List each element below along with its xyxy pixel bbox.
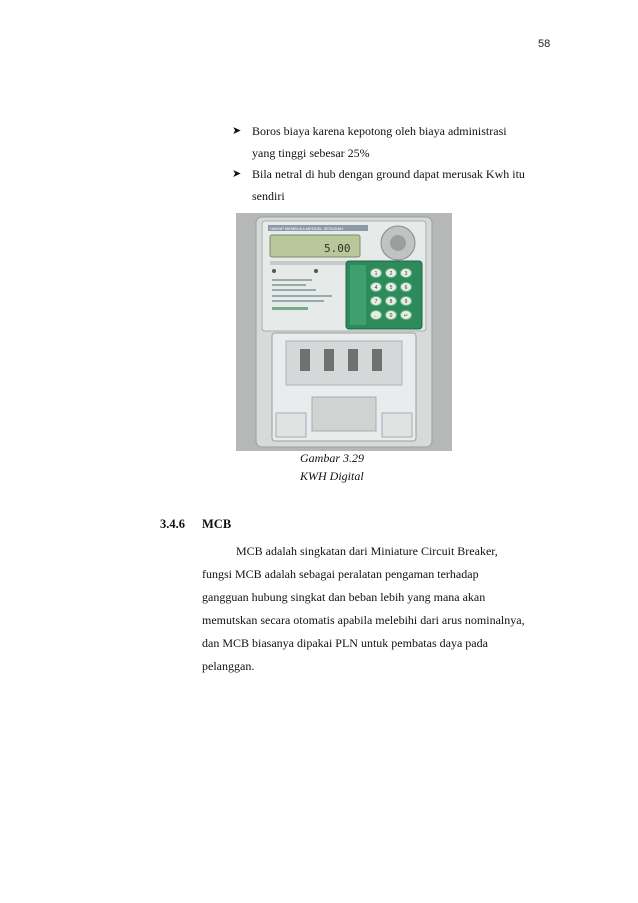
bullet-text-line: Bila netral di hub dengan ground dapat merusak Kwh itu <box>252 167 525 181</box>
paragraph-line: gangguan hubung singkat dan beban lebih yang mana akan <box>202 590 486 604</box>
figure-caption-title: KWH Digital <box>300 469 364 483</box>
keypad-key-label: ↵ <box>403 313 409 319</box>
arrow-bullet-icon: ➤ <box>232 168 242 180</box>
keypad-key-label: 4 <box>374 285 378 291</box>
section-number: 3.4.6 <box>160 517 185 531</box>
kwh-meter-photo <box>236 213 452 451</box>
keypad-key-label: 8 <box>389 299 393 305</box>
paragraph-line: MCB adalah singkatan dari Miniature Circuit Breaker, <box>236 544 498 558</box>
keypad-key-label: 2 <box>389 271 393 277</box>
keypad-key-label: 7 <box>374 299 378 305</box>
paragraph-line: memutskan secara otomatis apabila melebihi dari arus nominalnya, <box>202 613 525 627</box>
bullet-text-line: sendiri <box>252 189 285 203</box>
meter-display-value: 5.00 <box>324 242 351 255</box>
figure-caption-number: Gambar 3.29 <box>300 451 365 465</box>
keypad-key-label: 9 <box>404 299 408 305</box>
paragraph-line: pelanggan. <box>202 659 255 673</box>
keypad-key-label: 1 <box>374 271 378 277</box>
paragraph-line: dan MCB biasanya dipakai PLN untuk pembatas daya pada <box>202 636 488 650</box>
kwh-meter-illustration <box>236 213 452 451</box>
arrow-bullet-icon: ➤ <box>232 125 242 137</box>
section-title: MCB <box>202 517 232 531</box>
bullet-text-line: Boros biaya karena kepotong oleh biaya administrasi <box>252 124 507 138</box>
page-number: 58 <box>538 38 551 50</box>
paragraph-line: fungsi MCB adalah sebagai peralatan pengaman terhadap <box>202 567 479 581</box>
bullet-text-line: yang tinggi sebesar 25% <box>252 146 370 160</box>
keypad-key-label: 6 <box>404 285 408 291</box>
keypad-key-label: 5 <box>389 285 393 291</box>
keypad-key-label: 0 <box>389 313 393 319</box>
keypad-key-label: ← <box>373 313 379 319</box>
keypad-key-label: 3 <box>404 271 408 277</box>
meter-label: HARAP MEMBUKA MENDEL SESUDAH <box>270 226 343 231</box>
